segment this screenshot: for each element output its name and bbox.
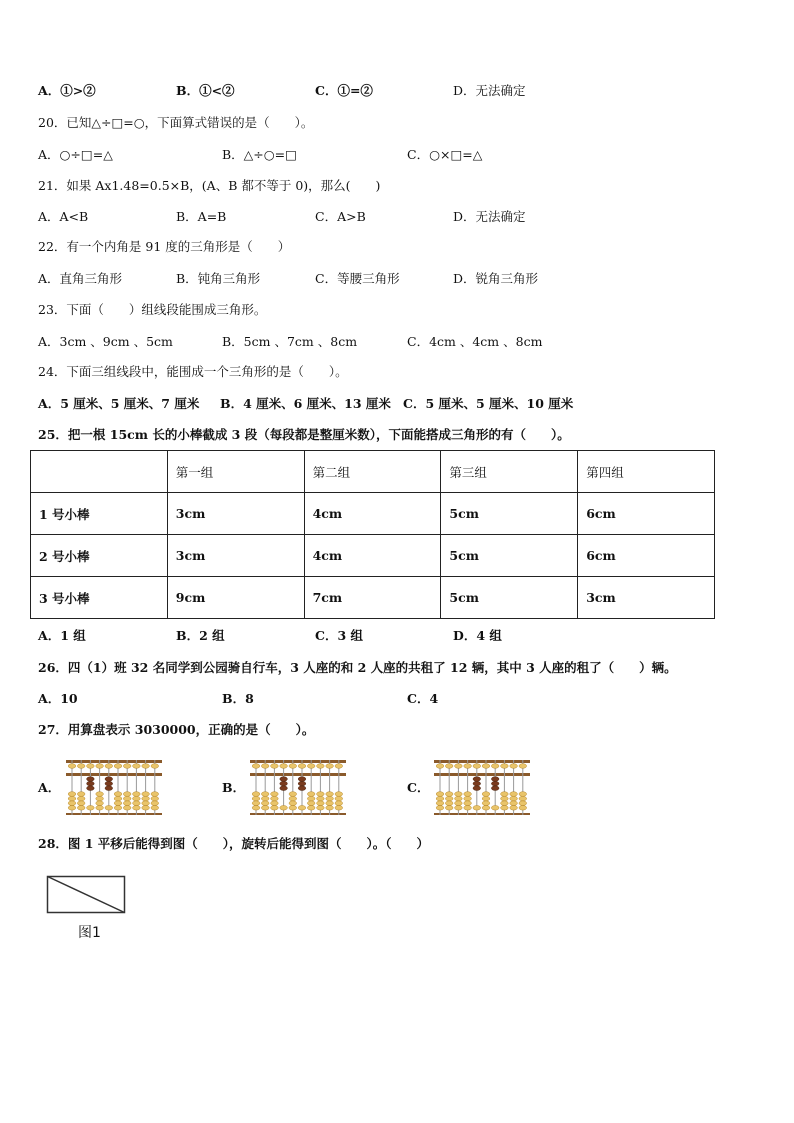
q26-stem: 26．四（1）班 32 名同学到公园骑自行车，3 人座的和 2 人座的共租了 12 辆，其中 3 人座的租了（ ）辆。 — [38, 660, 677, 675]
table-cell: 4cm — [304, 493, 441, 535]
abacus-upper-bead — [261, 764, 269, 769]
abacus-lower-bead — [105, 777, 113, 782]
q21-option-c: C．A>B — [315, 209, 366, 224]
abacus-lower-bead — [271, 796, 279, 801]
abacus-lower-bead — [317, 792, 325, 797]
table-header-cell: 第四组 — [578, 451, 715, 493]
abacus-lower-bead — [455, 806, 463, 811]
table-header-cell: 第二组 — [304, 451, 441, 493]
q25-option-a: A．1 组 — [38, 628, 86, 643]
q22-option-c: C．等腰三角形 — [315, 271, 400, 286]
q24-option-c: C．5 厘米、5 厘米、10 厘米 — [403, 396, 574, 411]
q19-option-a: A．①>② — [38, 83, 96, 98]
table-row — [31, 493, 715, 535]
abacus-lower-bead — [491, 786, 499, 791]
table-cell: 2 号小棒 — [31, 535, 168, 577]
abacus-lower-bead — [77, 796, 85, 801]
table-header-cell: 第三组 — [441, 451, 578, 493]
abacus-lower-bead — [123, 806, 131, 811]
q25-stem: 25．把一根 15cm 长的小棒截成 3 段（每段都是整厘米数），下面能搭成三角形的有（ ）。 — [38, 427, 570, 442]
abacus-lower-bead — [96, 806, 104, 811]
abacus-lower-bead — [68, 796, 76, 801]
table-header-cell: 第一组 — [167, 451, 304, 493]
abacus-upper-bead — [142, 764, 150, 769]
abacus-lower-bead — [77, 792, 85, 797]
abacus-lower-bead — [501, 792, 509, 797]
q25-option-c: C．3 组 — [315, 628, 363, 643]
q24-stem: 24．下面三组线段中，能围成一个三角形的是（ ）。 — [38, 364, 348, 379]
table-row — [31, 577, 715, 619]
q23-option-b: B．5cm 、7cm 、8cm — [222, 334, 358, 349]
abacus-upper-bead — [326, 764, 334, 769]
abacus-upper-bead — [491, 764, 499, 769]
abacus-lower-bead — [326, 796, 334, 801]
abacus-lower-bead — [68, 801, 76, 806]
abacus-lower-bead — [473, 781, 481, 786]
abacus-lower-bead — [519, 796, 527, 801]
abacus-lower-bead — [105, 786, 113, 791]
abacus-lower-bead — [151, 796, 159, 801]
abacus-upper-bead — [298, 764, 306, 769]
abacus-lower-bead — [464, 801, 472, 806]
figure-1-caption: 图1 — [78, 925, 101, 941]
q25-option-b: B．2 组 — [176, 628, 225, 643]
q23-option-c: C．4cm 、4cm 、8cm — [407, 334, 543, 349]
q20-option-c: C．○×□=△ — [407, 147, 483, 162]
abacus-lower-bead — [436, 792, 444, 797]
abacus-lower-bead — [87, 786, 95, 791]
abacus-upper-bead — [445, 764, 453, 769]
abacus-lower-bead — [114, 792, 122, 797]
abacus-lower-bead — [307, 792, 315, 797]
abacus-lower-bead — [280, 786, 288, 791]
abacus-lower-bead — [482, 796, 490, 801]
abacus-lower-bead — [105, 806, 113, 811]
table-cell: 3cm — [167, 535, 304, 577]
abacus-lower-bead — [123, 792, 131, 797]
abacus-lower-bead — [289, 796, 297, 801]
abacus-lower-bead — [280, 777, 288, 782]
q22-option-d: D．锐角三角形 — [453, 271, 539, 286]
abacus-lower-bead — [105, 781, 113, 786]
table-cell: 5cm — [441, 493, 578, 535]
abacus-lower-bead — [68, 792, 76, 797]
abacus-upper-bead — [455, 764, 463, 769]
abacus-lower-bead — [133, 801, 141, 806]
q26-option-b: B．8 — [222, 691, 254, 706]
q19-option-d: D．无法确定 — [453, 83, 526, 98]
abacus-upper-bead — [114, 764, 122, 769]
table-cell: 7cm — [304, 577, 441, 619]
abacus-lower-bead — [510, 806, 518, 811]
q23-stem: 23．下面（ ）组线段能围成三角形。 — [38, 302, 267, 317]
abacus-lower-bead — [501, 806, 509, 811]
abacus-lower-bead — [510, 792, 518, 797]
abacus-lower-bead — [307, 796, 315, 801]
abacus-lower-bead — [335, 801, 343, 806]
table-row — [31, 535, 715, 577]
abacus-upper-bead — [510, 764, 518, 769]
abacus-lower-bead — [436, 806, 444, 811]
table-cell: 1 号小棒 — [31, 493, 168, 535]
abacus-lower-bead — [473, 777, 481, 782]
abacus-lower-bead — [133, 806, 141, 811]
abacus-lower-bead — [307, 801, 315, 806]
abacus-upper-bead — [501, 764, 509, 769]
abacus-upper-bead — [482, 764, 490, 769]
abacus-lower-bead — [473, 786, 481, 791]
abacus-upper-bead — [123, 764, 131, 769]
abacus-beam — [66, 773, 162, 776]
abacus-upper-bead — [252, 764, 260, 769]
abacus-lower-bead — [87, 777, 95, 782]
q28-stem: 28．图 1 平移后能得到图（ ），旋转后能得到图（ ）。（ ） — [38, 836, 430, 851]
q27-stem: 27．用算盘表示 3030000，正确的是（ ）。 — [38, 722, 315, 737]
table-cell: 3cm — [167, 493, 304, 535]
figure-1-rectangle-diagram — [46, 875, 128, 917]
abacus-lower-bead — [87, 806, 95, 811]
abacus-lower-bead — [261, 806, 269, 811]
abacus-b — [250, 758, 346, 818]
abacus-lower-bead — [280, 781, 288, 786]
q20-stem: 20．已知△÷□=○，下面算式错误的是（ ）。 — [38, 115, 314, 130]
abacus-lower-bead — [501, 801, 509, 806]
abacus-upper-bead — [96, 764, 104, 769]
q21-stem: 21．如果 Ax1.48=0.5×B，(A、B 都不等于 0)，那么( ) — [38, 178, 381, 193]
abacus-frame-top — [250, 760, 346, 763]
abacus-frame-bottom — [250, 813, 346, 815]
abacus-lower-bead — [326, 792, 334, 797]
abacus-upper-bead — [77, 764, 85, 769]
abacus-lower-bead — [114, 806, 122, 811]
q22-option-a: A．直角三角形 — [38, 271, 123, 286]
abacus-lower-bead — [252, 792, 260, 797]
q19-option-c: C．①=② — [315, 83, 373, 98]
q26-option-c: C．4 — [407, 691, 439, 706]
abacus-lower-bead — [271, 792, 279, 797]
table-cell: 3 号小棒 — [31, 577, 168, 619]
abacus-lower-bead — [298, 786, 306, 791]
abacus-lower-bead — [252, 796, 260, 801]
q21-option-d: D．无法确定 — [453, 209, 526, 224]
abacus-frame-bottom — [434, 813, 530, 815]
abacus-lower-bead — [261, 801, 269, 806]
abacus-frame-top — [66, 760, 162, 763]
q27-option-a: A． — [38, 780, 61, 795]
table-cell: 4cm — [304, 535, 441, 577]
abacus-lower-bead — [261, 792, 269, 797]
q20-option-a: A．○÷□=△ — [38, 147, 113, 162]
abacus-lower-bead — [96, 801, 104, 806]
table-cell: 6cm — [578, 493, 715, 535]
abacus-frame-top — [434, 760, 530, 763]
abacus-lower-bead — [464, 792, 472, 797]
abacus-lower-bead — [317, 801, 325, 806]
q25-option-d: D．4 组 — [453, 628, 502, 643]
abacus-upper-bead — [151, 764, 159, 769]
abacus-lower-bead — [510, 796, 518, 801]
abacus-lower-bead — [261, 796, 269, 801]
abacus-lower-bead — [482, 792, 490, 797]
abacus-lower-bead — [289, 801, 297, 806]
table-cell: 5cm — [441, 577, 578, 619]
abacus-upper-bead — [519, 764, 527, 769]
abacus-upper-bead — [436, 764, 444, 769]
abacus-lower-bead — [455, 792, 463, 797]
abacus-upper-bead — [289, 764, 297, 769]
abacus-upper-bead — [87, 764, 95, 769]
abacus-upper-bead — [317, 764, 325, 769]
abacus-lower-bead — [280, 806, 288, 811]
abacus-lower-bead — [326, 801, 334, 806]
abacus-lower-bead — [298, 806, 306, 811]
abacus-lower-bead — [77, 806, 85, 811]
abacus-lower-bead — [519, 801, 527, 806]
table-cell: 6cm — [578, 535, 715, 577]
abacus-lower-bead — [326, 806, 334, 811]
q20-option-b: B．△÷○=□ — [222, 147, 297, 162]
q19-option-b: B．①<② — [176, 83, 235, 98]
table-cell: 5cm — [441, 535, 578, 577]
abacus-upper-bead — [105, 764, 113, 769]
abacus-lower-bead — [445, 796, 453, 801]
abacus-lower-bead — [252, 801, 260, 806]
abacus-upper-bead — [280, 764, 288, 769]
abacus-lower-bead — [482, 801, 490, 806]
abacus-lower-bead — [445, 792, 453, 797]
q26-option-a: A．10 — [38, 691, 78, 706]
abacus-upper-bead — [464, 764, 472, 769]
table-header-row — [31, 451, 715, 493]
abacus-lower-bead — [271, 801, 279, 806]
abacus-lower-bead — [445, 806, 453, 811]
abacus-lower-bead — [491, 806, 499, 811]
abacus-lower-bead — [133, 796, 141, 801]
abacus-frame-bottom — [66, 813, 162, 815]
abacus-beam — [434, 773, 530, 776]
table-cell: 3cm — [578, 577, 715, 619]
abacus-lower-bead — [289, 792, 297, 797]
abacus-lower-bead — [151, 806, 159, 811]
abacus-lower-bead — [491, 781, 499, 786]
abacus-lower-bead — [68, 806, 76, 811]
abacus-lower-bead — [464, 806, 472, 811]
abacus-lower-bead — [87, 781, 95, 786]
abacus-lower-bead — [491, 777, 499, 782]
abacus-beam — [250, 773, 346, 776]
q27-option-c: C． — [407, 780, 430, 795]
abacus-lower-bead — [335, 796, 343, 801]
abacus-lower-bead — [151, 801, 159, 806]
abacus-lower-bead — [317, 806, 325, 811]
q24-option-a: A．5 厘米、5 厘米、7 厘米 — [38, 396, 200, 411]
abacus-lower-bead — [510, 801, 518, 806]
abacus-lower-bead — [436, 796, 444, 801]
q27-option-b: B． — [222, 780, 246, 795]
abacus-upper-bead — [271, 764, 279, 769]
abacus-lower-bead — [289, 806, 297, 811]
abacus-lower-bead — [464, 796, 472, 801]
stick-lengths-table — [30, 450, 715, 619]
q23-option-a: A．3cm 、9cm 、5cm — [38, 334, 173, 349]
abacus-lower-bead — [133, 792, 141, 797]
abacus-lower-bead — [142, 792, 150, 797]
abacus-lower-bead — [252, 806, 260, 811]
abacus-lower-bead — [96, 796, 104, 801]
abacus-upper-bead — [68, 764, 76, 769]
abacus-upper-bead — [133, 764, 141, 769]
q22-option-b: B．钝角三角形 — [176, 271, 261, 286]
abacus-lower-bead — [335, 806, 343, 811]
abacus-lower-bead — [519, 806, 527, 811]
abacus-upper-bead — [307, 764, 315, 769]
abacus-lower-bead — [482, 806, 490, 811]
abacus-lower-bead — [298, 777, 306, 782]
abacus-lower-bead — [455, 796, 463, 801]
abacus-lower-bead — [96, 792, 104, 797]
abacus-lower-bead — [142, 796, 150, 801]
abacus-lower-bead — [123, 796, 131, 801]
q24-option-b: B．4 厘米、6 厘米、13 厘米 — [220, 396, 391, 411]
abacus-a — [66, 758, 162, 818]
abacus-lower-bead — [473, 806, 481, 811]
abacus-lower-bead — [436, 801, 444, 806]
abacus-lower-bead — [298, 781, 306, 786]
abacus-lower-bead — [307, 806, 315, 811]
abacus-lower-bead — [142, 806, 150, 811]
abacus-lower-bead — [335, 792, 343, 797]
abacus-upper-bead — [335, 764, 343, 769]
abacus-lower-bead — [114, 796, 122, 801]
abacus-lower-bead — [123, 801, 131, 806]
abacus-c — [434, 758, 530, 818]
table-cell: 9cm — [167, 577, 304, 619]
abacus-lower-bead — [77, 801, 85, 806]
table-header-cell — [31, 451, 168, 493]
q21-option-a: A．A<B — [38, 209, 89, 224]
abacus-lower-bead — [455, 801, 463, 806]
abacus-lower-bead — [271, 806, 279, 811]
figure-1-diagonal — [48, 877, 125, 913]
abacus-upper-bead — [473, 764, 481, 769]
abacus-lower-bead — [151, 792, 159, 797]
abacus-lower-bead — [114, 801, 122, 806]
abacus-lower-bead — [519, 792, 527, 797]
abacus-lower-bead — [317, 796, 325, 801]
abacus-lower-bead — [445, 801, 453, 806]
q21-option-b: B．A=B — [176, 209, 227, 224]
abacus-lower-bead — [142, 801, 150, 806]
abacus-lower-bead — [501, 796, 509, 801]
q22-stem: 22．有一个内角是 91 度的三角形是（ ） — [38, 239, 291, 254]
